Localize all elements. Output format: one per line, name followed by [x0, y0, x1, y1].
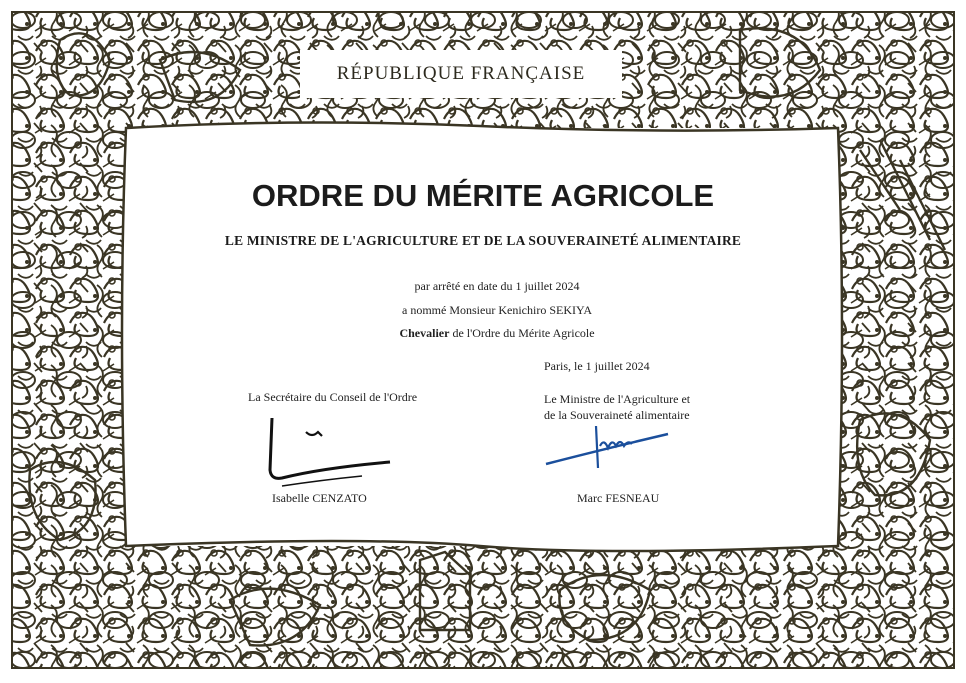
minister-signature — [540, 420, 675, 475]
rank-suffix: de l'Ordre du Mérite Agricole — [449, 326, 595, 340]
place-date: Paris, le 1 juillet 2024 — [544, 359, 650, 373]
minister-name: Marc FESNEAU — [577, 491, 660, 505]
secretary-title: La Secrétaire du Conseil de l'Ordre — [248, 390, 418, 404]
minister-title-line2: de la Souveraineté alimentaire — [544, 408, 690, 422]
secretary-signature — [262, 410, 402, 500]
nomination-line: a nommé Monsieur Kenichiro SEKIYA — [402, 303, 592, 317]
minister-title — [544, 391, 690, 423]
minister-title-line1: Le Ministre de l'Agriculture et — [544, 392, 691, 406]
secretary-name: Isabelle CENZATO — [272, 491, 367, 505]
arrete-date-line: par arrêté en date du 1 juillet 2024 — [414, 279, 580, 293]
rank-line — [14, 326, 966, 341]
rank-label: Chevalier — [399, 326, 450, 340]
minister-heading: LE MINISTRE DE L'AGRICULTURE ET DE LA SOUVERAINETÉ ALIMENTAIRE — [224, 233, 742, 248]
certificate-title: ORDRE DU MÉRITE AGRICOLE — [251, 178, 715, 213]
republique-francaise-header: RÉPUBLIQUE FRANÇAISE — [300, 50, 622, 98]
